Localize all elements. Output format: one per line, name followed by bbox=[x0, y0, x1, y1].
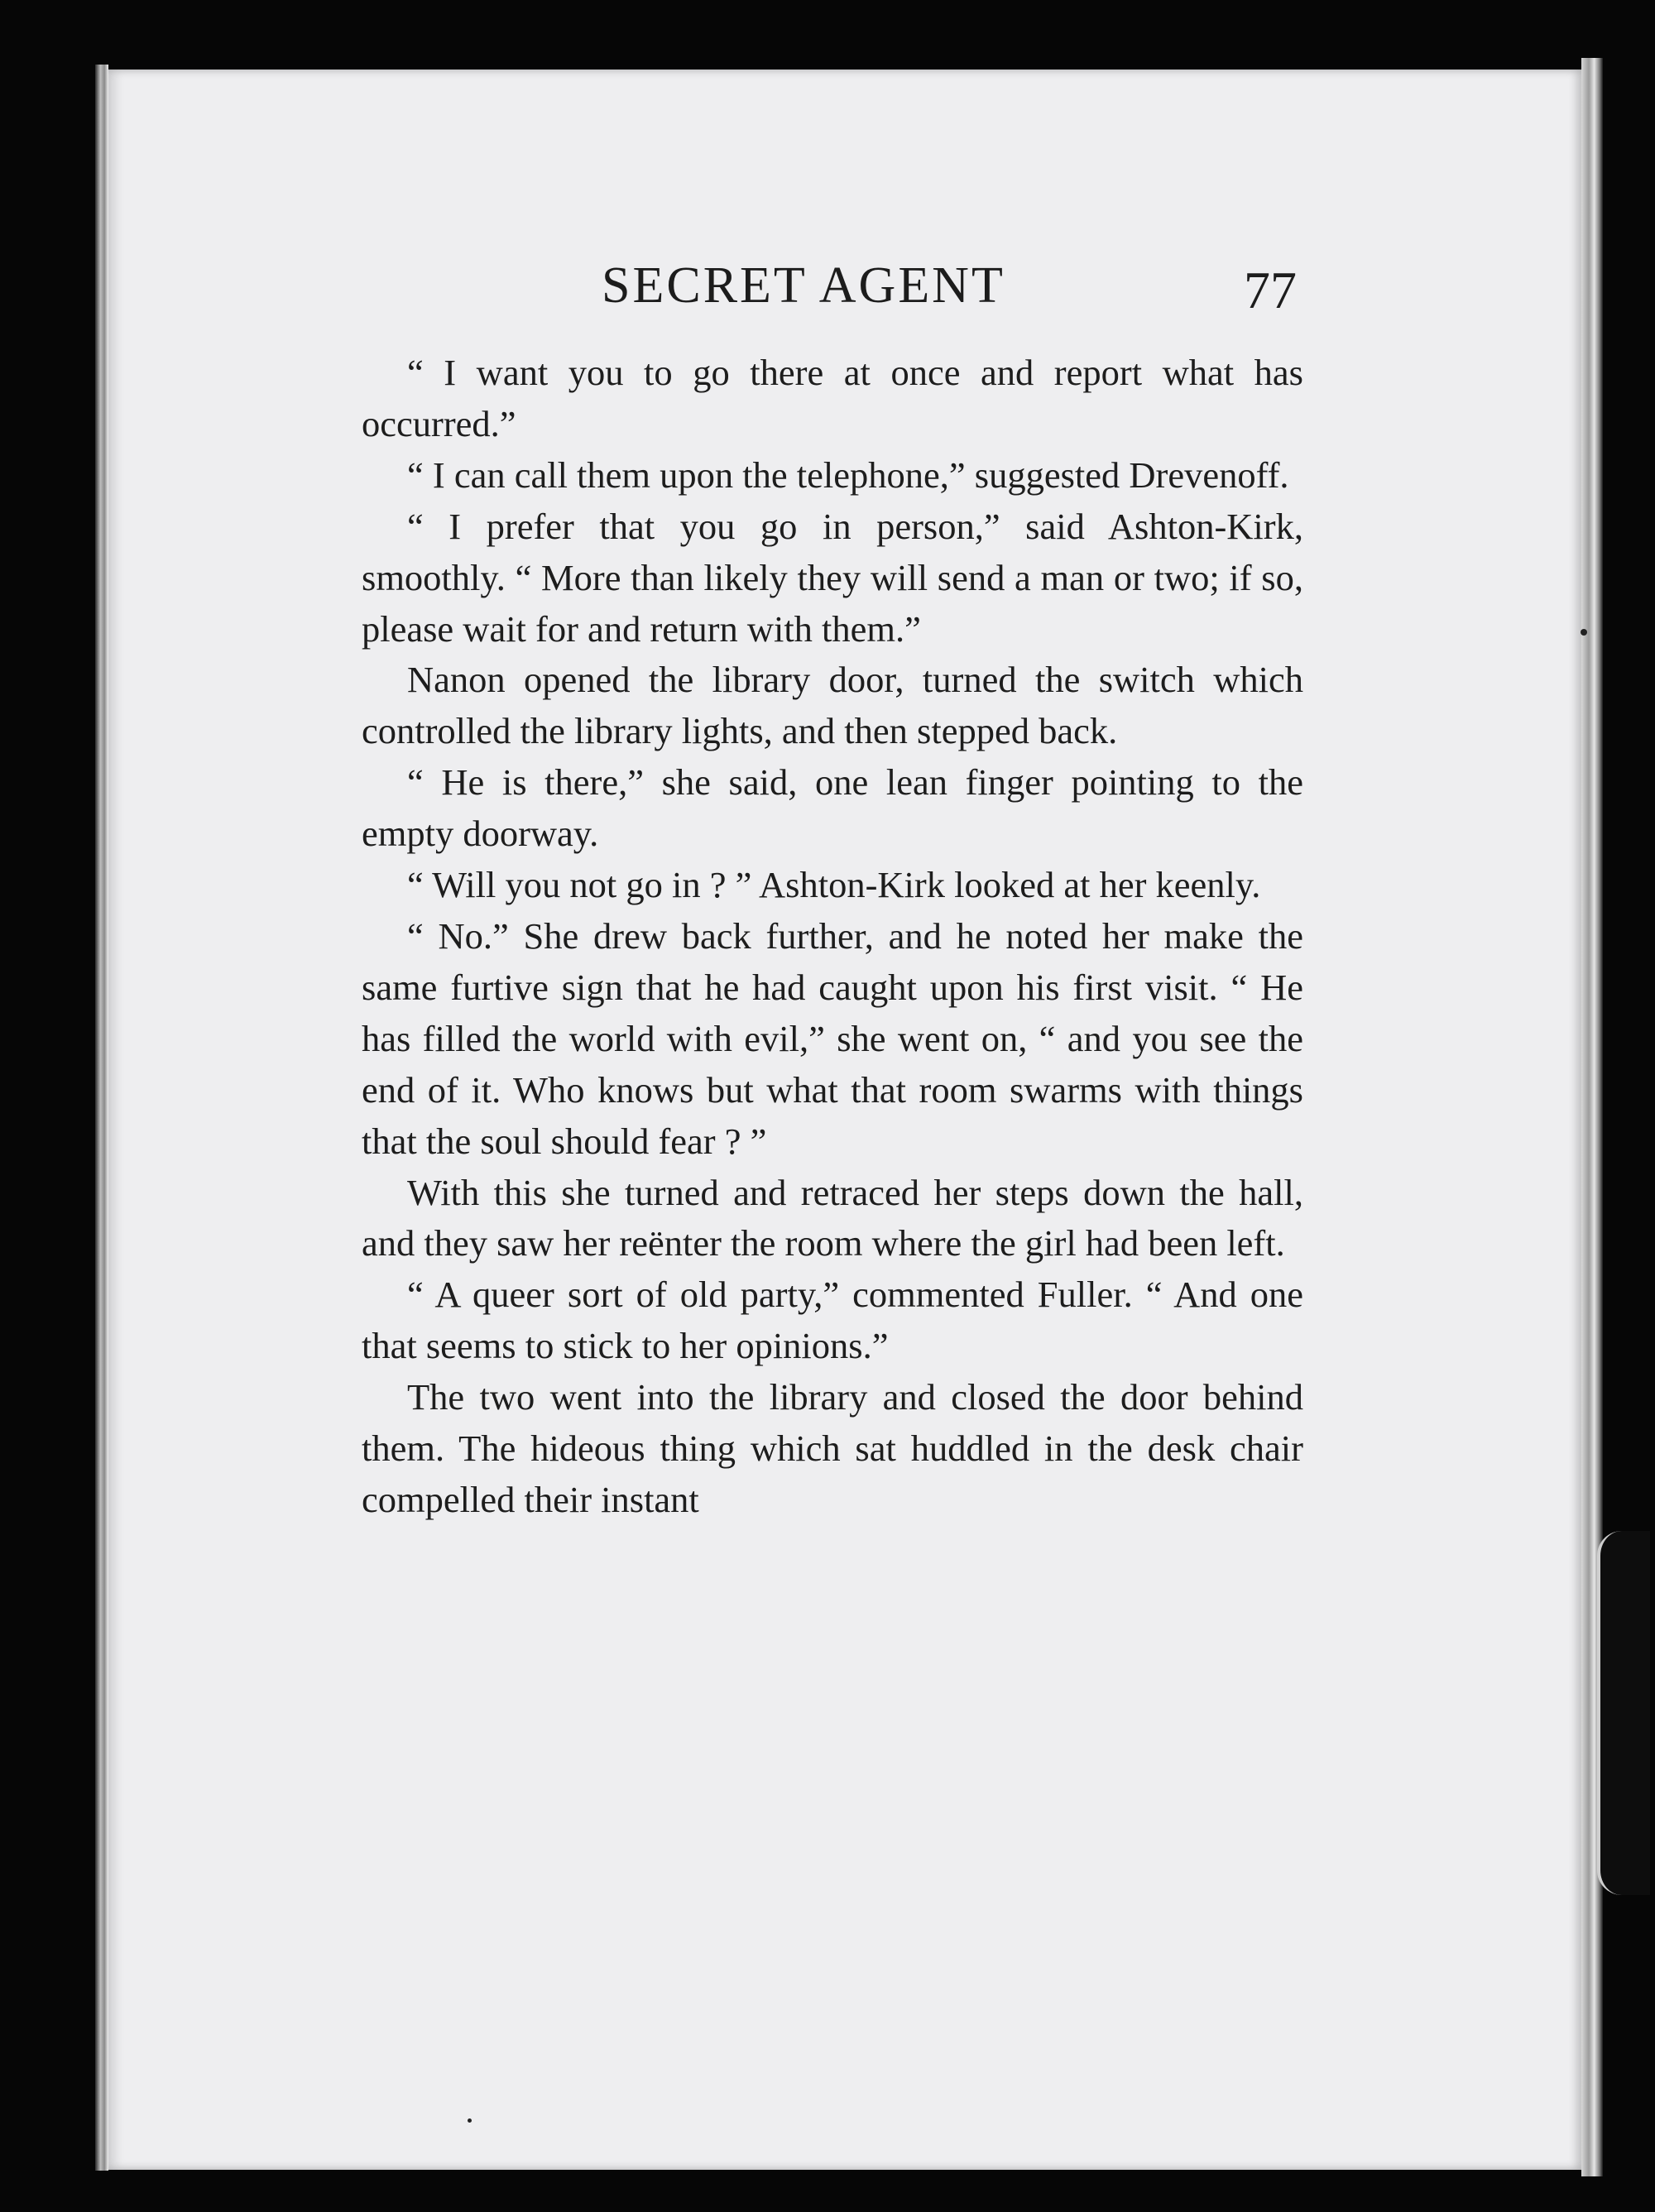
binding-clip bbox=[1597, 1531, 1650, 1895]
paragraph: “ I prefer that you go in person,” said Ashton-Kirk, smoothly. “ More than likely they will send a man or two; if so, please wait for and return with them.” bbox=[362, 505, 1303, 650]
running-title: SECRET AGENT bbox=[602, 257, 1005, 314]
paragraph: “ He is there,” she said, one lean finger pointing to the empty doorway. bbox=[362, 761, 1303, 855]
paragraph: “ I want you to go there at once and report what has occurred.” bbox=[362, 352, 1303, 444]
paragraph: The two went into the library and closed the door behind them. The hideous thing which sat huddled in the desk chair compelled their instant bbox=[362, 1376, 1303, 1520]
paragraph: “ Will you not go in ? ” Ashton-Kirk looked at her keenly. bbox=[407, 864, 1261, 906]
paragraph: With this she turned and retraced her steps down the hall, and they saw her reënter the room where the girl had been left. bbox=[362, 1171, 1303, 1264]
running-header bbox=[602, 248, 1297, 323]
paragraph: “ A queer sort of old party,” commented Fuller. “ And one that seems to stick to her opinions.” bbox=[362, 1274, 1303, 1367]
ink-speck bbox=[1581, 629, 1587, 636]
ink-speck bbox=[468, 2118, 472, 2123]
paragraph: “ No.” She drew back further, and he noted her make the same furtive sign that he had caught upon his first visit. “ He has filled the world with evil,” she went on, “ and you see the end of it. Who knows but what that room swarms with things that the soul should fear ? ” bbox=[362, 914, 1303, 1162]
page-number: 77 bbox=[1244, 261, 1297, 319]
left-page-edge bbox=[95, 65, 108, 2171]
body-text bbox=[362, 348, 1303, 1526]
paragraph: Nanon opened the library door, turned the switch which controlled the library lights, and then stepped back. bbox=[362, 659, 1303, 752]
paragraph: “ I can call them upon the telephone,” suggested Drevenoff. bbox=[407, 453, 1289, 496]
